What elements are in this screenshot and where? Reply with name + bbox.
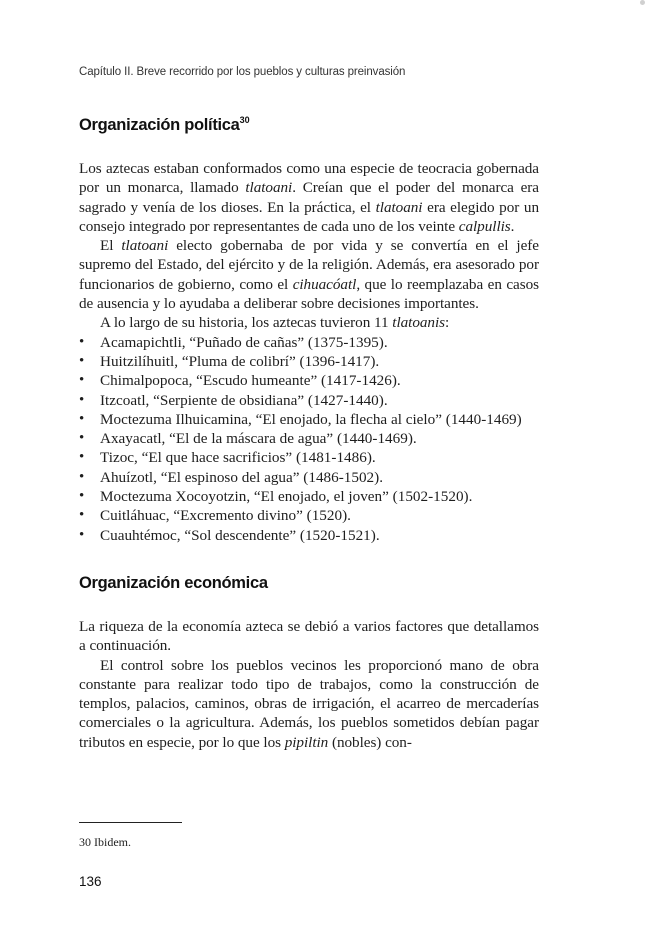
paragraph-teocracia: Los aztecas estaban conformados como una especie de teocracia gobernada por un monarca, llamado tlatoani. Creían que el poder del monarca era sagrado y venía de los dioses. En la práctica, el tlatoani era elegido por un consejo integrado por representantes de cada uno de los veinte calpullis. [79, 160, 539, 235]
list-item: • Axayacatl, “El de la máscara de agua” (1440-1469). [79, 430, 417, 448]
paragraph-control: El control sobre los pueblos vecinos les proporcionó mano de obra constante para realizar todo tipo de trabajos, como la construcción de templos, palacios, caminos, obras de irrigación, el acarreo de mercaderías comerciales o la agricultura. Además, los pueblos sometidos debían pagar tributos en especie, por lo que los pipiltin (nobles) con- [79, 656, 539, 751]
list-item: • Chimalpopoca, “Escudo humeante” (1417-1426). [79, 372, 401, 390]
corner-mark [640, 0, 645, 5]
paragraph-tlatoani: El tlatoani electo gobernaba de por vida y se convertía en el jefe supremo del Estado, del ejército y de la religión. Además, era asesorado por funcionarios de gobierno, como el cihuacóatl, que lo reemplazaba en casos de ausencia y lo ayudaba a deliberar sobre decisiones importantes. [79, 237, 539, 313]
bullet-icon: • [79, 352, 85, 369]
list-item: • Acamapichtli, “Puñado de cañas” (1375-1395). [79, 333, 388, 351]
main-content [79, 108, 539, 752]
list-item: • Cuauhtémoc, “Sol descendente” (1520-1521). [79, 526, 380, 544]
bullet-icon: • [79, 507, 85, 524]
list-item: • Itzcoatl, “Serpiente de obsidiana” (1427-1440). [79, 391, 388, 409]
bullet-icon: • [79, 488, 85, 505]
list-item: • Cuitláhuac, “Excremento divino” (1520). [79, 507, 351, 525]
bullet-icon: • [79, 449, 85, 466]
footnote-reference[interactable]: 30 [239, 115, 250, 125]
bullet-icon: • [79, 430, 85, 447]
list-item: • Moctezuma Ilhuicamina, “El enojado, la flecha al cielo” (1440-1469) [79, 410, 522, 428]
footnote: 30 Ibidem. [79, 835, 131, 849]
bullet-icon: • [79, 468, 85, 485]
section-heading-politica [79, 108, 539, 137]
bullet-icon: • [79, 410, 85, 427]
list-item: • Huitzilíhuitl, “Pluma de colibrí” (1396-1417). [79, 352, 380, 370]
section-heading-text: Organización política [79, 116, 240, 134]
section-economica [79, 571, 539, 752]
bullet-icon: • [79, 372, 85, 389]
list-item: • Moctezuma Xocoyotzin, “El enojado, el joven” (1502-1520). [79, 488, 473, 506]
list-item: • Tizoc, “El que hace sacrificios” (1481-1486). [79, 449, 376, 467]
paragraph-riqueza: La riqueza de la economía azteca se debió a varios factores que detallamos a continuación. [79, 617, 539, 655]
bullet-icon: • [79, 333, 85, 350]
footnote-divider [79, 822, 182, 823]
page-number: 136 [79, 874, 102, 889]
paragraph-historia: A lo largo de su historia, los aztecas tuvieron 11 tlatoanis: [100, 314, 450, 332]
list-item: • Ahuízotl, “El espinoso del agua” (1486-1502). [79, 468, 384, 486]
section-heading-economica: Organización económica [79, 573, 268, 592]
rulers-list [79, 333, 539, 545]
bullet-icon: • [79, 391, 85, 408]
running-head: Capítulo II. Breve recorrido por los pueblos y culturas preinvasión [79, 66, 406, 78]
bullet-icon: • [79, 526, 85, 543]
